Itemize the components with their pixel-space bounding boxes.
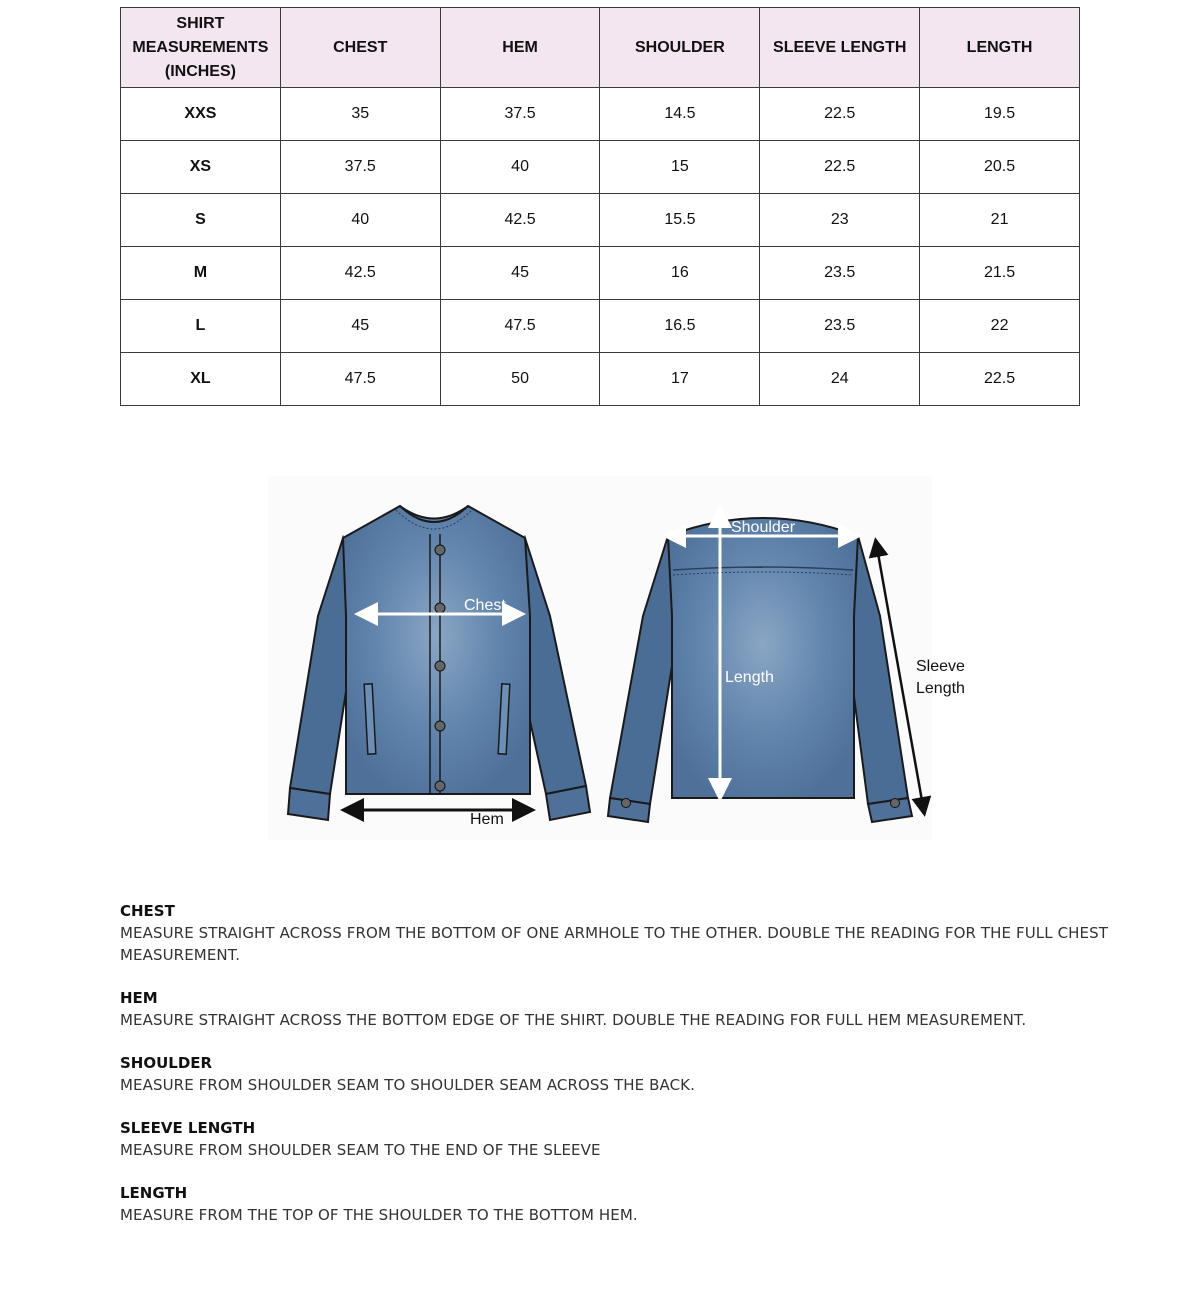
table-cell: 40 [280, 194, 440, 247]
table-cell: 23 [760, 194, 920, 247]
size-label: XL [121, 353, 281, 406]
size-label: M [121, 247, 281, 300]
note-hem [120, 987, 1130, 1031]
note-chest [120, 900, 1130, 966]
table-row [121, 300, 1080, 353]
table-cell: 15 [600, 141, 760, 194]
table-cell: 22 [920, 300, 1080, 353]
size-label: XXS [121, 88, 281, 141]
table-cell: 21.5 [920, 247, 1080, 300]
table-cell: 16 [600, 247, 760, 300]
table-cell: 17 [600, 353, 760, 406]
table-header-length: LENGTH [920, 8, 1080, 88]
note-length [120, 1182, 1130, 1226]
table-cell: 47.5 [440, 300, 600, 353]
sleeve-diagram-label-line1: Sleeve [916, 658, 965, 675]
table-header-measurements: SHIRT MEASUREMENTS (INCHES) [121, 8, 281, 88]
table-cell: 15.5 [600, 194, 760, 247]
note-sleeve-length [120, 1117, 1130, 1161]
table-cell: 22.5 [760, 88, 920, 141]
note-text: MEASURE STRAIGHT ACROSS THE BOTTOM EDGE OF THE SHIRT. DOUBLE THE READING FOR FULL HEM MEASUREMENT. [120, 1011, 1027, 1029]
note-title: SLEEVE LENGTH [120, 1119, 256, 1137]
table-cell: 37.5 [280, 141, 440, 194]
size-label: S [121, 194, 281, 247]
table-cell: 45 [280, 300, 440, 353]
table-row [121, 141, 1080, 194]
table-row [121, 88, 1080, 141]
table-cell: 23.5 [760, 247, 920, 300]
table-header-shoulder: SHOULDER [600, 8, 760, 88]
table-cell: 19.5 [920, 88, 1080, 141]
note-title: CHEST [120, 902, 175, 920]
table-cell: 37.5 [440, 88, 600, 141]
sleeve-diagram-label-line2: Length [916, 680, 965, 697]
table-header-row [121, 8, 1080, 88]
shoulder-diagram-label: Shoulder [730, 519, 796, 536]
table-row [121, 353, 1080, 406]
note-title: LENGTH [120, 1184, 188, 1202]
table-cell: 42.5 [280, 247, 440, 300]
hem-diagram-label: Hem [470, 811, 504, 828]
table-cell: 42.5 [440, 194, 600, 247]
size-chart-table [120, 7, 1080, 406]
note-text: MEASURE FROM SHOULDER SEAM TO THE END OF THE SLEEVE [120, 1141, 601, 1159]
chest-diagram-label: Chest [464, 597, 506, 614]
table-header-hem: HEM [440, 8, 600, 88]
note-title: SHOULDER [120, 1054, 213, 1072]
size-label: XS [121, 141, 281, 194]
table-cell: 22.5 [920, 353, 1080, 406]
note-shoulder [120, 1052, 1130, 1096]
measurement-notes [120, 900, 1130, 1247]
note-text: MEASURE FROM SHOULDER SEAM TO SHOULDER SEAM ACROSS THE BACK. [120, 1076, 695, 1094]
table-cell: 40 [440, 141, 600, 194]
note-title: HEM [120, 989, 158, 1007]
table-cell: 50 [440, 353, 600, 406]
table-cell: 16.5 [600, 300, 760, 353]
table-cell: 22.5 [760, 141, 920, 194]
table-cell: 45 [440, 247, 600, 300]
note-text: MEASURE STRAIGHT ACROSS FROM THE BOTTOM OF ONE ARMHOLE TO THE OTHER. DOUBLE THE READING FOR THE FULL CHEST MEASUREMENT. [120, 924, 1108, 964]
table-cell: 23.5 [760, 300, 920, 353]
table-header-chest: CHEST [280, 8, 440, 88]
table-cell: 47.5 [280, 353, 440, 406]
table-row [121, 194, 1080, 247]
table-cell: 20.5 [920, 141, 1080, 194]
table-cell: 24 [760, 353, 920, 406]
measurement-diagram [268, 476, 965, 840]
table-header-sleeve-length: SLEEVE LENGTH [760, 8, 920, 88]
table-cell: 21 [920, 194, 1080, 247]
table-cell: 14.5 [600, 88, 760, 141]
table-row [121, 247, 1080, 300]
size-label: L [121, 300, 281, 353]
length-diagram-label: Length [725, 669, 774, 686]
table-cell: 35 [280, 88, 440, 141]
note-text: MEASURE FROM THE TOP OF THE SHOULDER TO THE BOTTOM HEM. [120, 1206, 638, 1224]
